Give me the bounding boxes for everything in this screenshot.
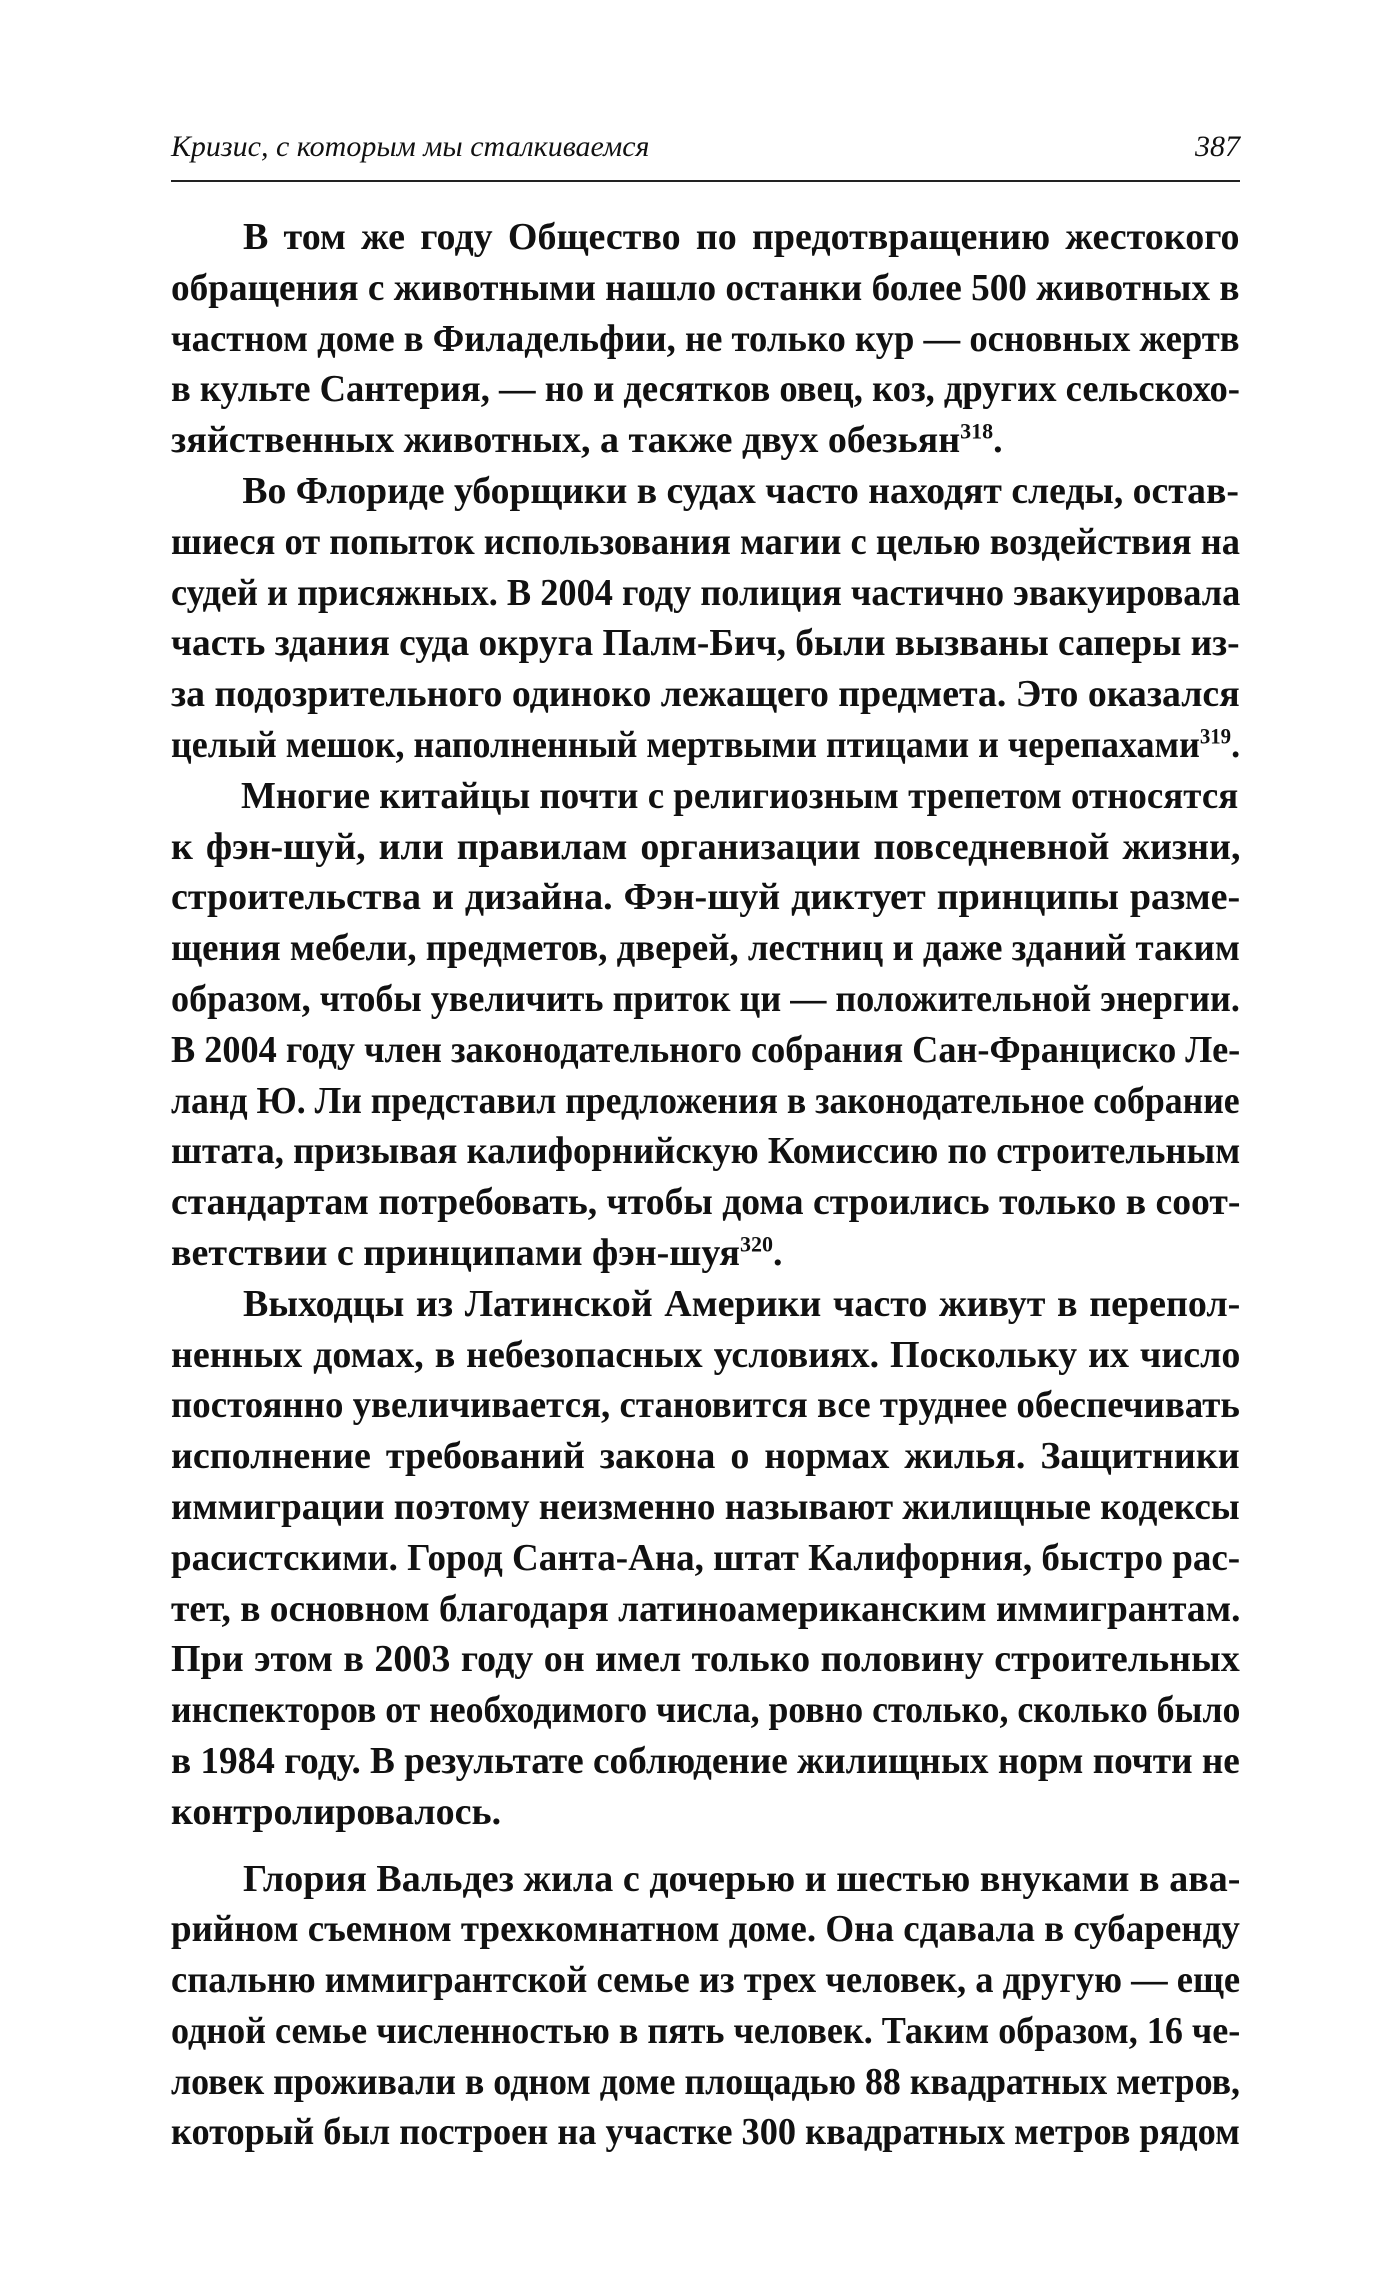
- sentence-end: .: [1231, 723, 1241, 766]
- line-text: Глория Вальдез жила с дочерью и шестью внуками в ава-: [243, 1857, 1241, 1900]
- text-line: [171, 872, 1240, 923]
- text-line: [171, 1736, 1240, 1787]
- text-line: [171, 1584, 1241, 1635]
- text-line: [171, 1177, 1241, 1228]
- line-text: судей и присяжных. В 2004 году полиция частично эвакуировала: [171, 571, 1241, 614]
- line-text: расистскими. Город Санта-Ана, штат Калифорния, быстро рас-: [171, 1536, 1241, 1579]
- line-text: шиеся от попыток использования магии с целью воздействия на: [171, 520, 1240, 563]
- text-line: [171, 263, 1240, 314]
- text-line: [171, 415, 1240, 466]
- text-line: [171, 1533, 1241, 1584]
- line-text: В 2004 году член законодательного собрания Сан-Франциско Ле-: [171, 1028, 1241, 1071]
- text-line: [171, 2107, 1240, 2158]
- header-rule: [171, 180, 1240, 182]
- text-line: [171, 314, 1240, 365]
- running-title: Кризис, с которым мы сталкиваемся: [171, 130, 650, 163]
- line-text: целый мешок, наполненный мертвыми птицами и черепахами: [171, 723, 1200, 766]
- line-text: постоянно увеличивается, становится все труднее обеспечивать: [171, 1384, 1240, 1427]
- line-text: щения мебели, предметов, дверей, лестниц и даже зданий таким: [171, 927, 1240, 970]
- line-text: В том же году Общество по предотвращению жестокого: [243, 216, 1240, 258]
- line-text: контролировалось.: [171, 1790, 502, 1833]
- text-line: [171, 771, 1239, 822]
- line-text: зяйственных животных, а также двух обезьян: [171, 419, 961, 462]
- text-line: [171, 1228, 1240, 1279]
- line-text: частном доме в Филадельфии, не только кур — основных жертв: [171, 317, 1240, 360]
- line-text: в культе Сантерия, — но и десятков овец, коз, других сельскохо-: [171, 368, 1240, 411]
- text-line: [171, 1955, 1241, 2006]
- text-line: [171, 212, 1240, 263]
- paragraph: [171, 1854, 1240, 2159]
- line-text: ланд Ю. Ли представил предложения в законодательное собрание: [171, 1079, 1240, 1122]
- line-text: образом, чтобы увеличить приток ци — положительной энергии.: [171, 977, 1240, 1020]
- line-text: за подозрительного одиноко лежащего предмета. Это оказался: [171, 673, 1240, 716]
- line-text: штата, призывая калифорнийскую Комиссию по строительным: [171, 1130, 1241, 1173]
- sentence-end: .: [772, 1231, 783, 1274]
- line-text: исполнение требований закона о нормах жилья. Защитники: [171, 1435, 1240, 1478]
- line-text: иммиграции поэтому неизменно называют жилищные кодексы: [171, 1485, 1240, 1528]
- footnote-ref: 319: [1199, 723, 1232, 749]
- text-line: [171, 568, 1241, 619]
- line-text: инспекторов от необходимого числа, ровно столько, сколько было: [171, 1689, 1241, 1732]
- text-line: [171, 1634, 1240, 1685]
- line-text: Во Флориде уборщики в судах часто находят следы, остав-: [242, 469, 1239, 512]
- text-line: [171, 1076, 1240, 1127]
- line-text: рийном съемном трехкомнатном доме. Она сдавала в субаренду: [171, 1908, 1240, 1951]
- text-line: [171, 618, 1240, 669]
- text-line: [171, 974, 1240, 1025]
- text-line: [171, 1685, 1241, 1736]
- line-text: спальню иммигрантской семье из трех человек, а другую — еще: [171, 1959, 1241, 2002]
- paragraph: [171, 771, 1240, 1279]
- line-text: тет, в основном благодаря латиноамериканским иммигрантам.: [171, 1587, 1241, 1630]
- text-line: [171, 1025, 1241, 1076]
- text-line: [171, 1380, 1240, 1431]
- line-text: строительства и дизайна. Фэн-шуй диктует принципы разме-: [171, 876, 1241, 919]
- page-number: 387: [1195, 130, 1240, 163]
- text-line: [171, 364, 1240, 415]
- line-text: Выходцы из Латинской Америки часто живут в перепол-: [243, 1282, 1241, 1325]
- text-line: [171, 822, 1240, 873]
- footnote-ref: 320: [739, 1231, 773, 1257]
- line-text: обращения с животными нашло останки более 500 животных в: [171, 266, 1240, 309]
- line-text: ловек проживали в одном доме площадью 88 квадратных метров,: [171, 2060, 1240, 2103]
- line-text: часть здания суда округа Палм-Бич, были вызваны саперы из-: [171, 622, 1240, 665]
- running-header: [171, 130, 1240, 170]
- text-line: [171, 2057, 1240, 2108]
- text-line: [171, 923, 1240, 974]
- sentence-end: .: [993, 419, 1003, 462]
- text-line: [171, 1482, 1240, 1533]
- line-text: к фэн-шуй, или правилам организации повседневной жизни,: [171, 825, 1241, 868]
- line-text: ненных домах, в небезопасных условиях. Поскольку их число: [171, 1333, 1241, 1376]
- text-line: [171, 1787, 1240, 1838]
- line-text: ветствии с принципами фэн-шуя: [171, 1231, 740, 1274]
- paragraph: [171, 466, 1240, 771]
- line-text: При этом в 2003 году он имел только половину строительных: [171, 1638, 1240, 1681]
- line-text: который был построен на участке 300 квадратных метров рядом: [171, 2111, 1240, 2154]
- text-line: [171, 720, 1241, 771]
- paragraph: [171, 1279, 1240, 1838]
- text-line: [171, 466, 1239, 517]
- text-line: [171, 517, 1240, 568]
- line-text: стандартам потребовать, чтобы дома строились только в соот-: [171, 1181, 1241, 1224]
- paragraph: [171, 212, 1240, 466]
- text-line: [171, 669, 1240, 720]
- text-line: [171, 1126, 1241, 1177]
- text-line: [171, 1330, 1240, 1381]
- text-line: [171, 1904, 1240, 1955]
- line-text: Многие китайцы почти с религиозным трепетом относятся: [240, 774, 1239, 817]
- text-line: [171, 1431, 1240, 1482]
- body-text: [171, 212, 1240, 2158]
- line-text: одной семье численностью в пять человек. Таким образом, 16 че-: [171, 2009, 1241, 2052]
- text-line: [171, 2006, 1241, 2057]
- text-line: [171, 1279, 1240, 1330]
- text-line: [171, 1854, 1240, 1905]
- footnote-ref: 318: [960, 418, 994, 444]
- line-text: в 1984 году. В результате соблюдение жилищных норм почти не: [171, 1739, 1240, 1782]
